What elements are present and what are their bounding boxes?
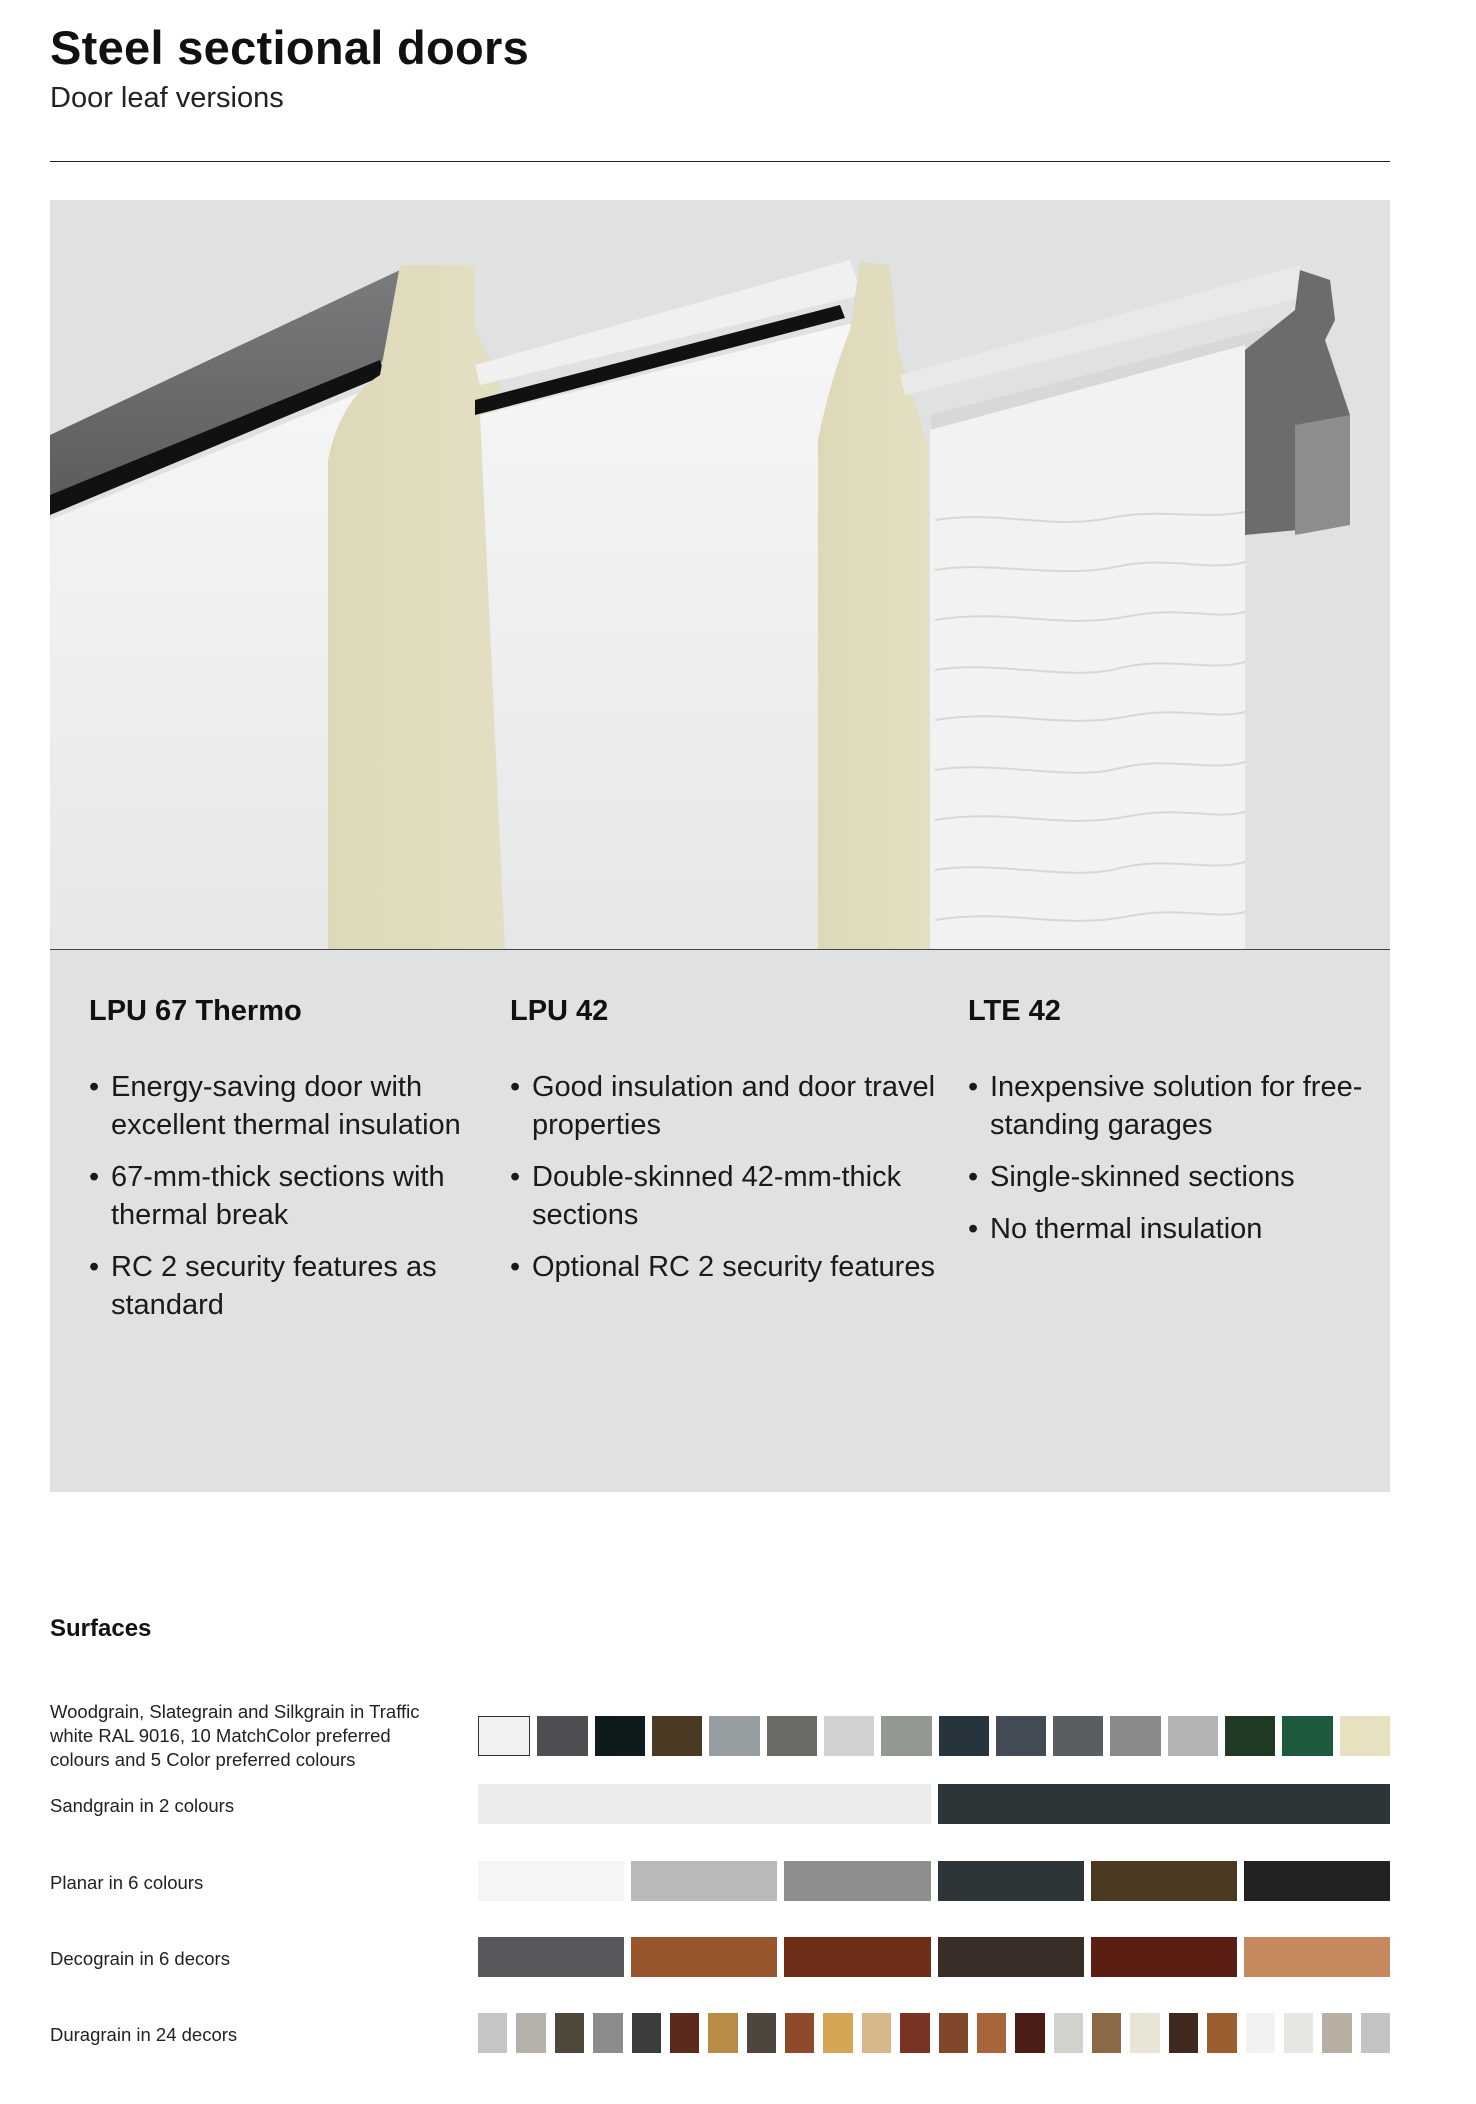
header-divider: [50, 161, 1390, 162]
color-swatch: [555, 2013, 584, 2053]
panel-divider: [50, 949, 1390, 950]
color-swatch: [478, 1861, 624, 1901]
color-swatch: [670, 2013, 699, 2053]
color-swatch: [1054, 2013, 1083, 2053]
swatch-group: [478, 1784, 1390, 1824]
color-swatch: [1053, 1716, 1103, 1756]
color-swatch: [938, 1937, 1084, 1977]
color-swatch: [1244, 1937, 1390, 1977]
surface-label: Planar in 6 colours: [50, 1872, 204, 1893]
surface-label: Decograin in 6 decors: [50, 1948, 230, 1969]
color-swatch: [632, 2013, 661, 2053]
color-swatch: [977, 2013, 1006, 2053]
color-swatch: [478, 1937, 624, 1977]
color-swatch: [996, 1716, 1046, 1756]
swatch-group: [478, 1861, 1390, 1901]
color-swatch: [1207, 2013, 1236, 2053]
versions-panel: [50, 200, 1390, 1492]
color-swatch: [824, 1716, 874, 1756]
color-swatch: [939, 2013, 968, 2053]
color-swatch: [631, 1937, 777, 1977]
color-swatch: [1225, 1716, 1275, 1756]
color-swatch: [593, 2013, 622, 2053]
feature-item: • Double-skinned 42-mm-thick sections: [510, 1158, 940, 1234]
color-swatch: [631, 1861, 777, 1901]
color-swatch: [939, 1716, 989, 1756]
feature-item: • Optional RC 2 security features: [510, 1248, 940, 1286]
page-title: Steel sectional doors: [50, 21, 530, 74]
lpu42-face: [480, 320, 865, 950]
color-swatch: [1092, 2013, 1121, 2053]
color-swatch: [784, 1861, 930, 1901]
color-swatch: [862, 2013, 891, 2053]
color-swatch: [1169, 2013, 1198, 2053]
surfaces-heading: Surfaces: [50, 1615, 152, 1642]
color-swatch: [1340, 1716, 1390, 1756]
color-swatch: [1361, 2013, 1390, 2053]
color-swatch: [1246, 2013, 1275, 2053]
feature-item: • Inexpensive solution for free-standing garages: [968, 1068, 1368, 1144]
color-swatch: [652, 1716, 702, 1756]
color-swatch: [478, 1716, 530, 1756]
version-title: LTE 42: [968, 995, 1061, 1027]
lte42-face: [930, 345, 1245, 950]
feature-list: [968, 1068, 1368, 1248]
color-swatch: [1015, 2013, 1044, 2053]
color-swatch: [1244, 1861, 1390, 1901]
surface-label: Sandgrain in 2 colours: [50, 1795, 235, 1816]
surface-label: Woodgrain, Slategrain and Silkgrain in Traffic white RAL 9016, 10 MatchColor preferred colours and 5 Color preferred colours: [50, 1701, 420, 1770]
color-swatch: [785, 2013, 814, 2053]
color-swatch: [1091, 1937, 1237, 1977]
color-swatch: [1091, 1861, 1237, 1901]
color-swatch: [938, 1784, 1391, 1824]
color-swatch: [823, 2013, 852, 2053]
color-swatch: [938, 1861, 1084, 1901]
feature-item: • Energy-saving door with excellent thermal insulation: [89, 1068, 469, 1144]
color-swatch: [478, 1784, 931, 1824]
color-swatch: [709, 1716, 759, 1756]
version-lpu42: [510, 995, 940, 1300]
color-swatch: [1282, 1716, 1332, 1756]
color-swatch: [595, 1716, 645, 1756]
color-swatch: [747, 2013, 776, 2053]
color-swatch: [708, 2013, 737, 2053]
swatch-group: [478, 2013, 1390, 2053]
color-swatch: [1322, 2013, 1351, 2053]
surface-label: Duragrain in 24 decors: [50, 2024, 238, 2045]
color-swatch: [478, 2013, 507, 2053]
color-swatch: [1284, 2013, 1313, 2053]
lte42-profile-side: [1295, 415, 1350, 535]
version-lpu67: [89, 995, 469, 1338]
color-swatch: [537, 1716, 587, 1756]
feature-item: • No thermal insulation: [968, 1210, 1368, 1248]
feature-item: • RC 2 security features as standard: [89, 1248, 469, 1324]
color-swatch: [1130, 2013, 1159, 2053]
feature-list: [510, 1068, 940, 1286]
color-swatch: [516, 2013, 545, 2053]
feature-item: • Single-skinned sections: [968, 1158, 1368, 1196]
page-subtitle: Door leaf versions: [50, 82, 284, 114]
feature-item: • 67-mm-thick sections with thermal break: [89, 1158, 469, 1234]
color-swatch: [1110, 1716, 1160, 1756]
swatch-group: [478, 1716, 1390, 1756]
feature-list: [89, 1068, 469, 1324]
version-title: LPU 67 Thermo: [89, 995, 302, 1027]
color-swatch: [900, 2013, 929, 2053]
version-lte42: [968, 995, 1368, 1262]
door-section-illustration: [50, 200, 1390, 950]
version-title: LPU 42: [510, 995, 609, 1027]
color-swatch: [767, 1716, 817, 1756]
color-swatch: [1168, 1716, 1218, 1756]
color-swatch: [881, 1716, 931, 1756]
swatch-group: [478, 1937, 1390, 1977]
feature-item: • Good insulation and door travel properties: [510, 1068, 940, 1144]
color-swatch: [784, 1937, 930, 1977]
